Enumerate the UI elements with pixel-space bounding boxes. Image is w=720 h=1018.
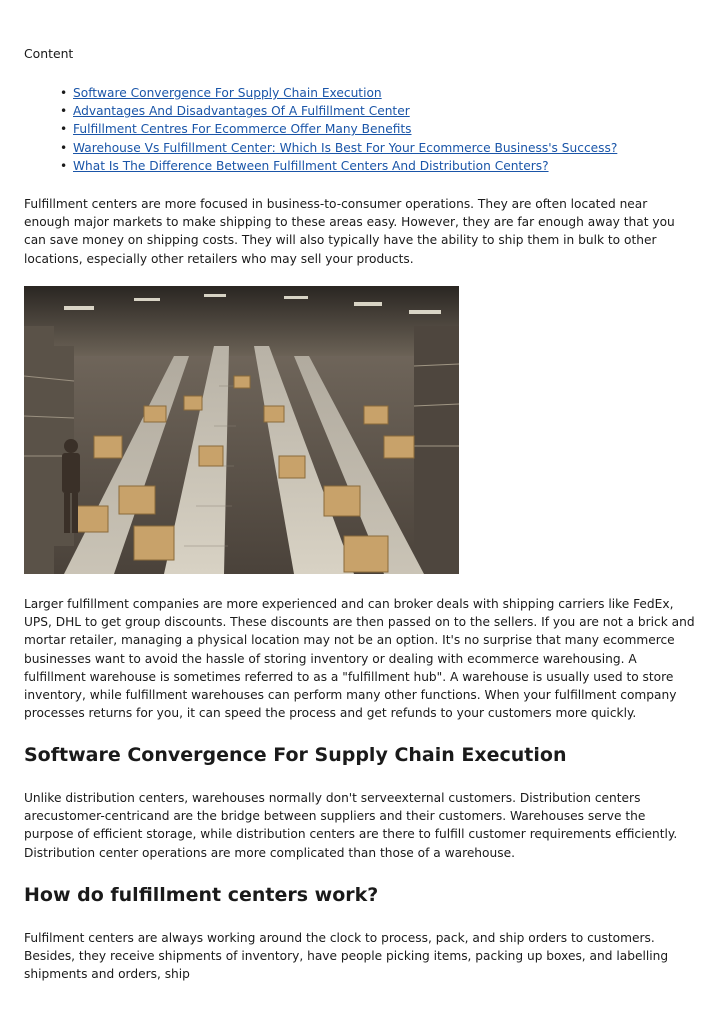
paragraph-distribution-centers: Unlike distribution centers, warehouses normally don't serveexternal customers. Distribution centers arecustomer-centricand are the bridge between suppliers and their customers. Warehouses serve the purpose of efficient storage, while distribution centers are there to fulfill customer requirements efficiently. Distribution center operations are more complicated than those of a warehouse.: [24, 791, 678, 860]
warehouse-conveyor-photo: [24, 286, 459, 574]
table-of-contents: [60, 84, 617, 175]
heading-software-convergence: Software Convergence For Supply Chain Execution: [24, 744, 567, 766]
toc-item: [60, 139, 617, 157]
paragraph-intro: Fulfillment centers are more focused in business-to-consumer operations. They are often located near enough major markets to make shipping to these areas easy. However, they are far enough away that you can save money on shipping costs. They will also typically have the ability to ship them in bulk to other locations, especially other retailers who may sell your products.: [24, 197, 675, 266]
toc-item: [60, 120, 617, 138]
toc-item: [60, 102, 617, 120]
heading-how-fulfillment-centers-work: How do fulfillment centers work?: [24, 884, 379, 906]
toc-link-difference-distribution[interactable]: What Is The Difference Between Fulfillment Centers And Distribution Centers?: [73, 158, 549, 173]
toc-link-warehouse-vs-fulfillment[interactable]: Warehouse Vs Fulfillment Center: Which Is Best For Your Ecommerce Business's Success?: [73, 140, 618, 155]
paragraph-fulfilment-process: Fulfilment centers are always working around the clock to process, pack, and ship orders to customers. Besides, they receive shipments of inventory, have people picking items, packing up boxes, and labelling shipments and orders, ship: [24, 931, 669, 982]
toc-link-fulfillment-centres-ecommerce[interactable]: Fulfillment Centres For Ecommerce Offer Many Benefits: [73, 122, 412, 137]
toc-link-software-convergence[interactable]: Software Convergence For Supply Chain Execution: [73, 86, 382, 100]
toc-link-advantages-disadvantages[interactable]: Advantages And Disadvantages Of A Fulfillment Center: [73, 104, 410, 119]
toc-item: [60, 157, 617, 175]
content-label: Content: [24, 46, 74, 61]
toc-item: [60, 84, 617, 102]
paragraph-larger-companies: Larger fulfillment companies are more experienced and can broker deals with shipping carriers like FedEx, UPS, DHL to get group discounts. These discounts are then passed on to the sellers. If you are not a brick and mortar retailer, managing a physical location may not be an option. It's no surprise that many ecommerce businesses want to avoid the hassle of storing inventory or dealing with ecommerce warehousing. A fulfillment warehouse is sometimes referred to as a "fulfillment hub". A warehouse is usually used to store inventory, while fulfillment warehouses can perform many other functions. When your fulfillment company processes returns for you, it can speed the process and get refunds to your customers more quickly.: [24, 597, 695, 721]
